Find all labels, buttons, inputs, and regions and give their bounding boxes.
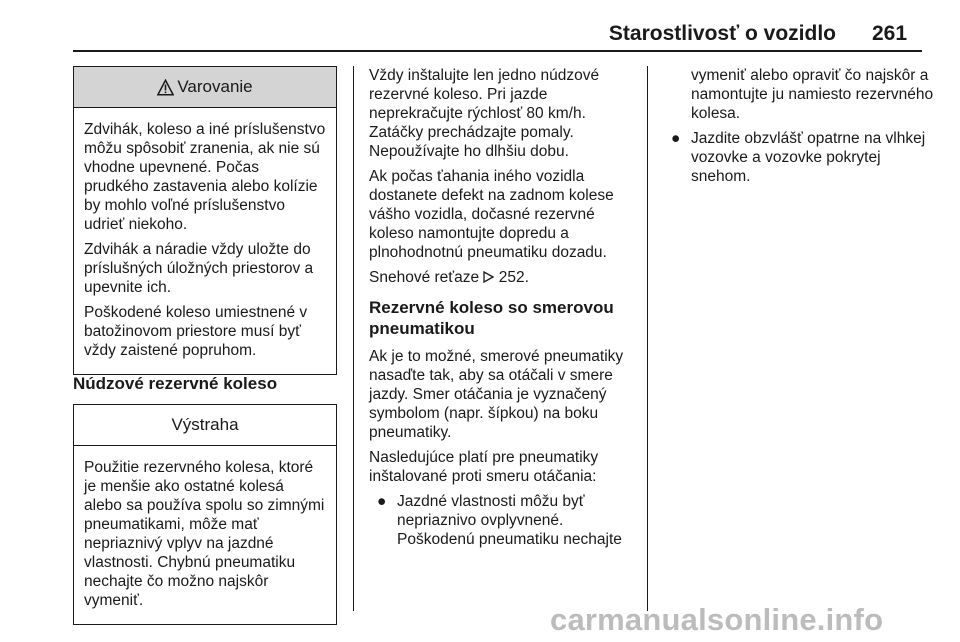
page-number: 261 [872, 22, 908, 45]
paragraph: Ak je to možné, smerové pneumatiky nasaďte tak, aby sa otáčali v smere jazdy. Smer otáčania je vyznačený symbolom (napr. šípkou) na boku pneumatiky. [369, 348, 624, 441]
warning-triangle-icon [157, 79, 174, 96]
list-item [663, 129, 943, 186]
list-item-continuation: vymeniť alebo opraviť čo najskôr a namontujte ju namiesto rezervného kolesa. [691, 67, 934, 122]
warning-box-title: Varovanie [177, 77, 253, 96]
caution-box-body [74, 446, 336, 624]
reference-page: 252. [498, 269, 529, 286]
list-item-text: Jazdite obzvlášť opatrne na vlhkej vozovke a vozovke pokrytej snehom. [691, 130, 926, 185]
list-item-text: Jazdné vlastnosti môžu byť nepriaznivo ovplyvnené. Poškodenú pneumatiku nechajte [397, 493, 622, 548]
paragraph: Nasledujúce platí pre pneumatiky inštalované proti smeru otáčania: [369, 449, 599, 485]
bullet-icon: ● [377, 493, 387, 510]
middle-column [369, 66, 641, 553]
reference-text: Snehové reťaze [369, 269, 480, 286]
subsection-heading: Rezervné koleso so smerovou pneumatikou [369, 298, 614, 338]
column-divider [353, 66, 354, 611]
warning-box-body [74, 108, 336, 374]
warning-box [73, 66, 337, 375]
bullet-list [369, 492, 641, 549]
bullet-list [663, 129, 943, 186]
section-heading: Núdzové rezervné koleso [73, 374, 278, 393]
warning-paragraph: Zdvihák, koleso a iné príslušenstvo môžu spôsobiť zranenia, ak nie sú vhodne upevnené. Počas prudkého zastavenia alebo kolízie by mohlo voľné príslušenstvo udrieť niekoho. [84, 121, 326, 233]
list-item [369, 492, 641, 549]
warning-paragraph: Poškodené koleso umiestnené v batožinovom priestore musí byť vždy zaistené popruhom. [84, 304, 308, 359]
paragraph: Ak počas ťahania iného vozidla dostanete defekt na zadnom kolese vášho vozidla, dočasné rezervné koleso namontujte dopredu a plnohodnotnú pneumatiku dozadu. [369, 168, 614, 261]
caution-paragraph: Použitie rezervného kolesa, ktoré je menšie ako ostatné kolesá alebo sa používa spolu so zimnými pneumatikami, môže mať nepriaznivý vplyv na jazdné vlastnosti. Chybnú pneumatiku nechajte čo možno najskôr vymeniť. [84, 459, 325, 609]
caution-box-title: Výstraha [171, 415, 239, 434]
page-reference-arrow-icon [483, 271, 494, 283]
right-column [663, 66, 943, 190]
bullet-icon: ● [671, 130, 681, 147]
cross-reference [369, 268, 641, 287]
warning-box-header [74, 67, 336, 108]
paragraph: Vždy inštalujte len jedno núdzové rezervné koleso. Pri jazde neprekračujte rýchlosť 80 km/h. Zatáčky prechádzajte pomaly. Nepoužívajte ho dlhšiu dobu. [369, 67, 600, 160]
caution-box-header [74, 405, 336, 446]
warning-paragraph: Zdvihák a náradie vždy uložte do príslušných úložných priestorov a upevnite ich. [84, 241, 314, 296]
column-divider [647, 66, 648, 611]
watermark-link[interactable]: carmanualsonline.info [550, 602, 884, 637]
header-rule [73, 50, 922, 52]
caution-box [73, 404, 337, 625]
running-header-title: Starostlivosť o vozidlo [608, 22, 836, 45]
